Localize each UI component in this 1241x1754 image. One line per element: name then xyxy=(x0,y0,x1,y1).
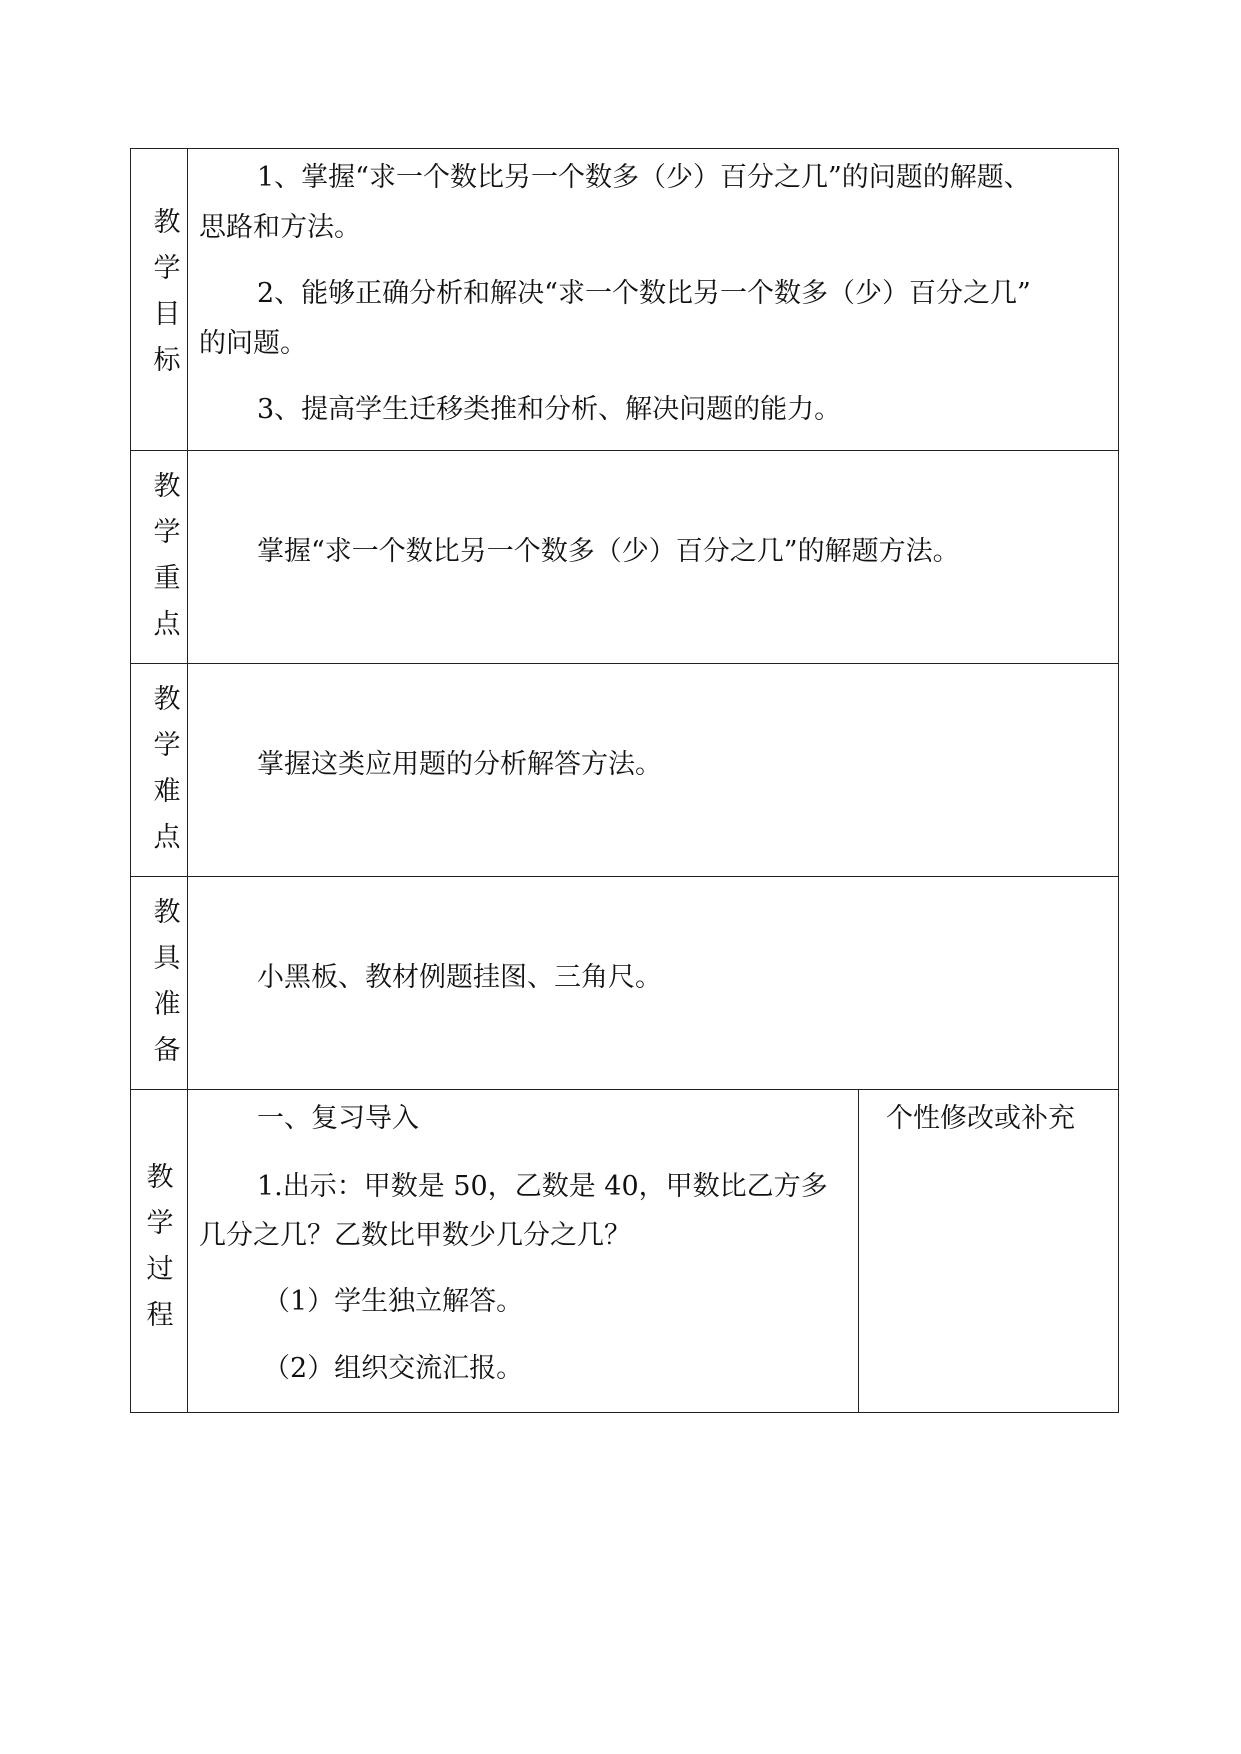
objective-1-line1: 1、掌握“求一个数比另一个数多（少）百分之几”的问题的解题、 xyxy=(257,162,1031,193)
row-divider xyxy=(130,1089,1119,1090)
materials-label: 教 具 准 备 xyxy=(153,897,181,1066)
side-heading: 个性修改或补充 xyxy=(886,1103,1075,1134)
objective-1-line2: 思路和方法。 xyxy=(199,212,361,243)
side-column-divider xyxy=(858,1089,859,1413)
row-divider xyxy=(130,663,1119,664)
key-points-text: 掌握“求一个数比另一个数多（少）百分之几”的解题方法。 xyxy=(257,536,960,567)
difficulties-text: 掌握这类应用题的分析解答方法。 xyxy=(257,749,662,780)
objective-3: 3、提高学生迁移类推和分析、解决问题的能力。 xyxy=(257,394,842,425)
materials-text: 小黑板、教材例题挂图、三角尺。 xyxy=(257,962,662,993)
difficulties-label: 教 学 难 点 xyxy=(153,684,181,853)
process-heading: 一、复习导入 xyxy=(257,1103,419,1134)
objectives-label: 教 学 目 标 xyxy=(153,207,181,376)
process-item1-line1: 1.出示：甲数是 50，乙数是 40，甲数比乙方多 xyxy=(257,1171,828,1202)
row-divider xyxy=(130,876,1119,877)
key-points-label: 教 学 重 点 xyxy=(153,471,181,640)
process-item1-line2: 几分之几？乙数比甲数少几分之几？ xyxy=(199,1220,631,1251)
objective-2-line1: 2、能够正确分析和解决“求一个数比另一个数多（少）百分之几” xyxy=(257,278,1031,309)
row-divider xyxy=(130,450,1119,451)
process-label: 教 学 过 程 xyxy=(146,1162,174,1331)
process-sub2: （2）组织交流汇报。 xyxy=(263,1353,524,1384)
process-sub1: （1）学生独立解答。 xyxy=(263,1286,524,1317)
objective-2-line2: 的问题。 xyxy=(199,328,307,359)
